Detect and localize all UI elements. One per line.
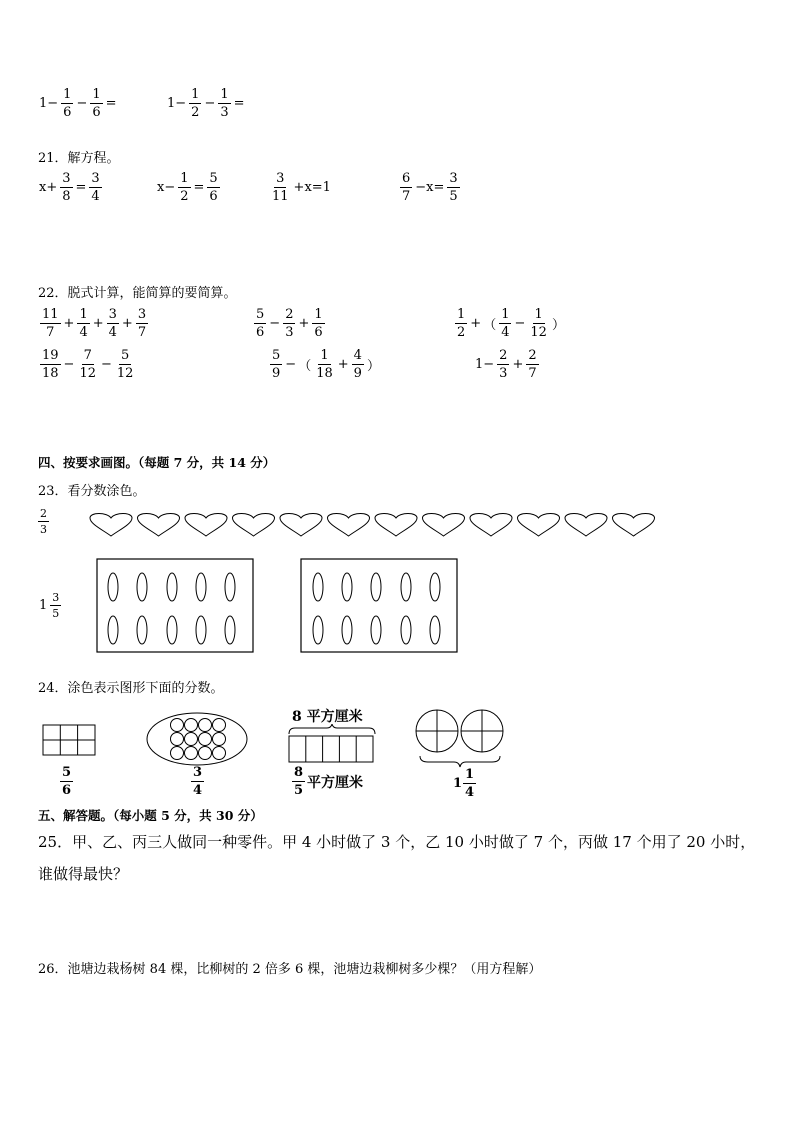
section-5-heading: 五、解答题。（每小题 5 分，共 30 分） xyxy=(38,808,263,823)
q21-eq1: x+ $\frac{3}{8}$ = $\frac{3}{4}$ xyxy=(39,171,100,204)
bar-area-label: 8 平方厘米 xyxy=(292,709,363,725)
q22-expr-5: $\frac{5}{9}$ − （ $\frac{1}{18}$ + $\frac{4}{9}$ ） xyxy=(272,348,380,381)
hearts-row xyxy=(88,512,668,540)
q25-text: 25．甲、乙、丙三人做同一种零件。甲 4 小时做了 3 个，乙 10 小时做了 7 个，丙做 17 个用了 20 小时，谁做得最快？ xyxy=(38,833,756,883)
ellipse-box-2 xyxy=(300,558,460,654)
heart-shape xyxy=(613,514,655,537)
grid-rect-6 xyxy=(42,724,98,758)
heart-shape xyxy=(280,514,322,537)
heart-shape xyxy=(565,514,607,537)
ellipse-box-1 xyxy=(96,558,256,654)
q23-fraction-1: $\frac{2}{3}$ xyxy=(40,507,47,536)
heart-shape xyxy=(138,514,180,537)
q21-title: 21．解方程。 xyxy=(38,151,120,166)
heart-shape xyxy=(375,514,417,537)
two-circles-quarters xyxy=(414,708,508,768)
heart-shape xyxy=(185,514,227,537)
bar-five-segments xyxy=(287,724,377,764)
heart-shape xyxy=(518,514,560,537)
q22-title: 22．脱式计算，能简算的要简算。 xyxy=(38,286,237,301)
q26-text: 26．池塘边栽杨树 84 棵，比柳树的 2 倍多 6 棵，池塘边栽柳树多少棵？（用方程解） xyxy=(38,962,542,977)
q24-fraction-bar: $\frac{8}{5}$ 平方厘米 xyxy=(294,765,364,798)
heart-shape xyxy=(470,514,512,537)
heart-shape xyxy=(423,514,465,537)
expr-top-1: 1− $\frac{1}{6}$ − $\frac{1}{6}$ = xyxy=(39,87,117,120)
q22-expr-4: $\frac{19}{18}$ − $\frac{7}{12}$ − $\frac{5}{12}$ xyxy=(42,348,134,381)
expr-top-2: 1− $\frac{1}{2}$ − $\frac{1}{3}$ = xyxy=(167,87,245,120)
q23-fraction-2: 1 $\frac{3}{5}$ xyxy=(39,591,60,620)
oval-circles xyxy=(146,711,250,769)
q24-fraction-circles: 1 $\frac{1}{4}$ xyxy=(453,767,475,800)
q24-title: 24．涂色表示图形下面的分数。 xyxy=(38,681,224,696)
heart-shape xyxy=(328,514,370,537)
heart-shape xyxy=(90,514,132,537)
q21-eq3: $\frac{3}{11}$ +x=1 xyxy=(272,171,331,204)
q24-fraction-oval: $\frac{3}{4}$ xyxy=(193,765,203,798)
q21-eq4: $\frac{6}{7}$ −x= $\frac{3}{5}$ xyxy=(402,171,458,204)
section-4-heading: 四、按要求画图。（每题 7 分，共 14 分） xyxy=(38,455,276,470)
q22-expr-3: $\frac{1}{2}$ + （ $\frac{1}{4}$ − $\frac{1}{12}$ ） xyxy=(457,307,565,340)
q23-title: 23．看分数涂色。 xyxy=(38,484,146,499)
q24-fraction-rect: $\frac{5}{6}$ xyxy=(62,765,72,798)
q21-eq2: x− $\frac{1}{2}$ = $\frac{5}{6}$ xyxy=(157,171,218,204)
q22-expr-1: $\frac{11}{7}$ + $\frac{1}{4}$ + $\frac{3}{4}$ + $\frac{3}{7}$ xyxy=(42,307,147,340)
heart-shape xyxy=(233,514,275,537)
q22-expr-6: 1− $\frac{2}{3}$ + $\frac{2}{7}$ xyxy=(475,348,537,381)
q22-expr-2: $\frac{5}{6}$ − $\frac{2}{3}$ + $\frac{1}{6}$ xyxy=(256,307,323,340)
